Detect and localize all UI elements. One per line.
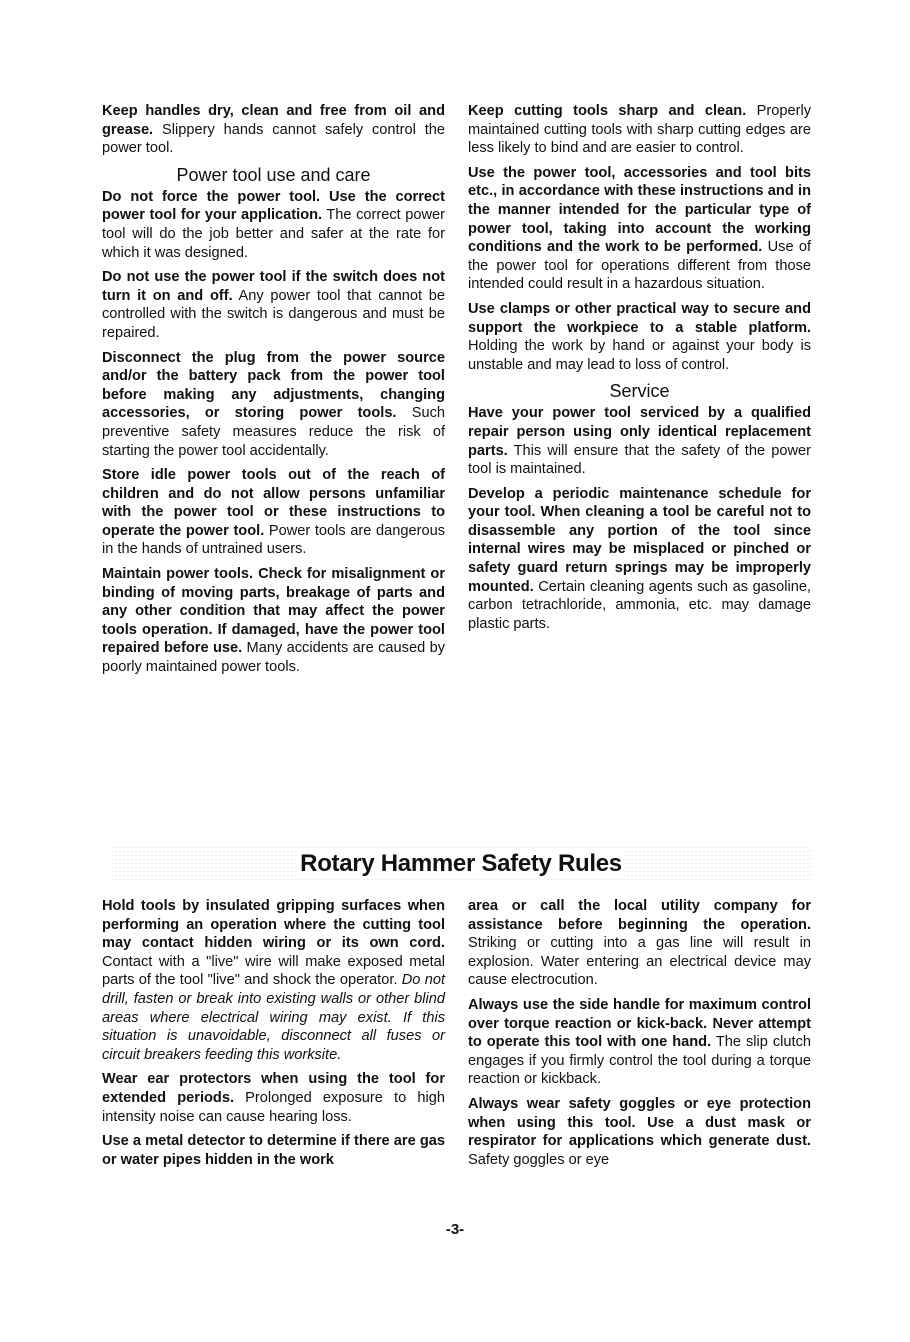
safety-paragraph	[468, 164, 811, 294]
paragraph-bold: Do not use the power tool if the switch does not turn it on and off.	[102, 269, 445, 304]
paragraph-bold: Develop a periodic maintenance schedule for your tool. When cleaning a tool be careful not to disassemble any portion of the tool since internal wires may be misplaced or pinched or safety guard return springs may be improperly mounted.	[468, 485, 811, 595]
paragraph-bold: Use clamps or other practical way to secure and support the workpiece to a stable platform.	[468, 300, 811, 336]
subsection-heading: Service	[609, 381, 670, 402]
subsection-heading: Power tool use and care	[176, 164, 371, 185]
paragraph-bold: Always wear safety goggles or eye protection when using this tool. Use a dust mask or respirator for applications which generate dust.	[468, 1095, 811, 1150]
safety-paragraph	[102, 349, 445, 461]
paragraph-text: Certain cleaning agents such as gasoline, carbon tetrachloride, ammonia, etc. may damage plastic parts.	[468, 578, 811, 632]
safety-paragraph	[102, 1132, 445, 1169]
safety-paragraph	[102, 1070, 445, 1126]
safety-paragraph	[102, 188, 445, 262]
paragraph-bold: Hold tools by insulated gripping surfaces when performing an operation where the cutting tool may contact hidden wiring or its own cord.	[102, 898, 445, 952]
paragraph-italic: Do not drill, fasten or break into existing walls or other blind areas where electrical wiring may exist. If this situation is unavoidable, disconnect all fuses or circuit breakers feeding this worksite.	[102, 972, 446, 1063]
section-title: Rotary Hammer Safety Rules	[296, 850, 626, 878]
paragraph-text: Any power tool that cannot be controlled with the switch is dangerous and must be repaired.	[102, 287, 445, 341]
paragraph-bold: Keep cutting tools sharp and clean.	[468, 103, 747, 119]
top-right-column	[468, 102, 811, 639]
safety-paragraph	[468, 897, 811, 990]
safety-paragraph	[468, 404, 811, 478]
bottom-left-column	[102, 897, 445, 1175]
paragraph-bold: Disconnect the plug from the power source and/or the battery pack from the power tool before making any adjustments, changing accessories, or storing power tools.	[102, 349, 445, 422]
paragraph-bold: Have your power tool serviced by a qualified repair person using only identical replacement parts.	[468, 405, 811, 459]
paragraph-text: Contact with a "live" wire will make exposed metal parts of the tool "live" and shock the operator.	[102, 953, 445, 989]
section-banner	[110, 846, 812, 880]
paragraph-bold: Use the power tool, accessories and tool bits etc., in accordance with these instructions and in the manner intended for the particular type of power tool, taking into account the working conditions and the work to be performed.	[468, 164, 811, 256]
paragraph-text: The slip clutch engages if you firmly control the tool during a torque reaction or kickback.	[468, 1034, 811, 1088]
paragraph-text: Many accidents are caused by poorly maintained power tools.	[102, 640, 445, 676]
paragraph-text: Use of the power tool for operations different from those intended could result in a hazardous situation.	[468, 239, 812, 293]
page-number: -3-	[445, 1221, 465, 1238]
paragraph-text: Prolonged exposure to high intensity noise can cause hearing loss.	[102, 1089, 445, 1125]
paragraph-bold: area or call the local utility company for assistance before beginning the operation.	[468, 898, 811, 933]
paragraph-text: Properly maintained cutting tools with sharp cutting edges are less likely to bind and are easier to control.	[468, 103, 811, 157]
safety-paragraph	[102, 268, 445, 342]
safety-paragraph	[102, 565, 445, 677]
paragraph-text: Power tools are dangerous in the hands of untrained users.	[102, 522, 445, 558]
safety-paragraph	[468, 300, 811, 374]
paragraph-text: Safety goggles or eye	[468, 1151, 610, 1168]
paragraph-bold: Store idle power tools out of the reach of children and do not allow persons unfamiliar with the power tool or these instructions to operate the power tool.	[102, 467, 445, 539]
paragraph-text: Holding the work by hand or against your body is unstable and may lead to loss of control.	[468, 338, 811, 373]
paragraph-bold: Wear ear protectors when using the tool for extended periods.	[102, 1071, 445, 1106]
paragraph-bold: Do not force the power tool. Use the correct power tool for your application.	[102, 188, 445, 224]
paragraph-bold: Always use the side handle for maximum control over torque reaction or kick-back. Never attempt to operate this tool with one hand.	[468, 996, 811, 1051]
paragraph-text: This will ensure that the safety of the power tool is maintained.	[468, 442, 811, 478]
paragraph-text: The correct power tool will do the job better and safer at the rate for which it was designed.	[102, 207, 445, 261]
paragraph-bold: Keep handles dry, clean and free from oil and grease.	[102, 103, 445, 138]
paragraph-text: Striking or cutting into a gas line will result in explosion. Water entering an electrical device may cause electrocution.	[468, 935, 811, 989]
top-left-column	[102, 102, 445, 683]
paragraph-text: Such preventive safety measures reduce the risk of starting the power tool accidentally.	[102, 405, 445, 459]
bottom-right-column	[468, 897, 811, 1175]
safety-paragraph	[102, 897, 445, 1064]
paragraph-bold: Use a metal detector to determine if there are gas or water pipes hidden in the work	[102, 1133, 445, 1168]
safety-paragraph	[468, 996, 811, 1089]
safety-paragraph	[102, 466, 445, 559]
safety-paragraph	[468, 102, 811, 158]
safety-paragraph	[468, 1095, 811, 1169]
paragraph-bold: Maintain power tools. Check for misalignment or binding of moving parts, breakage of parts and any other condition that may affect the power tools operation. If damaged, have the power tool repaired before use.	[102, 566, 445, 657]
paragraph-text: Slippery hands cannot safely control the power tool.	[102, 121, 445, 157]
safety-paragraph	[102, 102, 445, 158]
safety-paragraph	[468, 485, 811, 634]
